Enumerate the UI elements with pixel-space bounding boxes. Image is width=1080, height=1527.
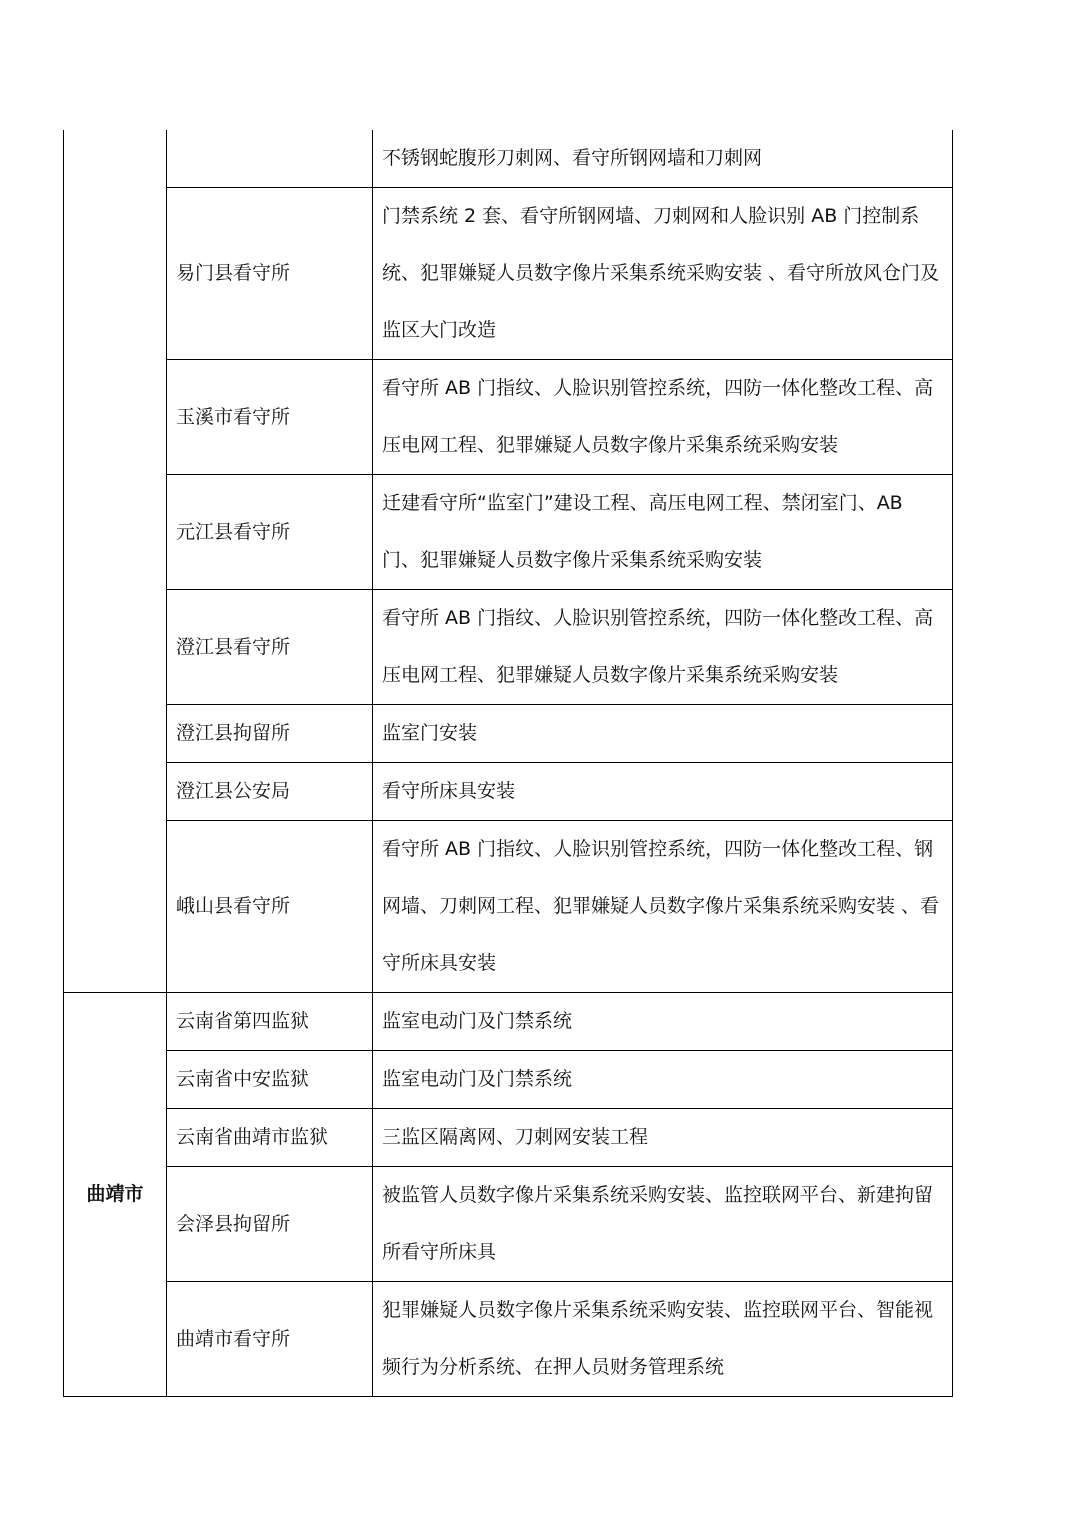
table-row (64, 993, 953, 1051)
table-row (64, 475, 953, 590)
city-cell: 曲靖市 (64, 993, 167, 1397)
project-cell: 监室电动门及门禁系统 (373, 993, 953, 1051)
table-row (64, 188, 953, 360)
table-body (64, 130, 953, 1397)
project-cell: 三监区隔离网、刀刺网安装工程 (373, 1109, 953, 1167)
table-row (64, 763, 953, 821)
table-row (64, 1051, 953, 1109)
unit-cell: 澄江县看守所 (167, 590, 373, 705)
unit-cell: 云南省第四监狱 (167, 993, 373, 1051)
city-cell (64, 130, 167, 993)
unit-cell: 玉溪市看守所 (167, 360, 373, 475)
unit-cell: 元江县看守所 (167, 475, 373, 590)
project-cell: 迁建看守所“监室门”建设工程、高压电网工程、禁闭室门、AB 门、犯罪嫌疑人员数字像片采集系统采购安装 (373, 475, 953, 590)
unit-cell: 云南省曲靖市监狱 (167, 1109, 373, 1167)
project-table (63, 130, 953, 1397)
project-cell: 门禁系统 2 套、看守所钢网墙、刀刺网和人脸识别 AB 门控制系统、犯罪嫌疑人员数字像片采集系统采购安装 、看守所放风仓门及监区大门改造 (373, 188, 953, 360)
table-row (64, 130, 953, 188)
table-row (64, 360, 953, 475)
unit-cell: 易门县看守所 (167, 188, 373, 360)
project-cell: 看守所床具安装 (373, 763, 953, 821)
project-cell: 不锈钢蛇腹形刀刺网、看守所钢网墙和刀刺网 (373, 130, 953, 188)
table-row (64, 1167, 953, 1282)
project-cell: 被监管人员数字像片采集系统采购安装、监控联网平台、新建拘留所看守所床具 (373, 1167, 953, 1282)
table-row (64, 821, 953, 993)
unit-cell: 澄江县公安局 (167, 763, 373, 821)
unit-cell: 会泽县拘留所 (167, 1167, 373, 1282)
unit-cell (167, 130, 373, 188)
project-cell: 看守所 AB 门指纹、人脸识别管控系统，四防一体化整改工程、高压电网工程、犯罪嫌疑人员数字像片采集系统采购安装 (373, 590, 953, 705)
project-cell: 监室电动门及门禁系统 (373, 1051, 953, 1109)
table-row (64, 1282, 953, 1397)
table-row (64, 590, 953, 705)
table-row (64, 705, 953, 763)
project-cell: 看守所 AB 门指纹、人脸识别管控系统，四防一体化整改工程、高压电网工程、犯罪嫌疑人员数字像片采集系统采购安装 (373, 360, 953, 475)
project-cell: 犯罪嫌疑人员数字像片采集系统采购安装、监控联网平台、智能视频行为分析系统、在押人员财务管理系统 (373, 1282, 953, 1397)
unit-cell: 曲靖市看守所 (167, 1282, 373, 1397)
project-cell: 监室门安装 (373, 705, 953, 763)
unit-cell: 云南省中安监狱 (167, 1051, 373, 1109)
project-cell: 看守所 AB 门指纹、人脸识别管控系统，四防一体化整改工程、钢网墙、刀刺网工程、犯罪嫌疑人员数字像片采集系统采购安装 、看守所床具安装 (373, 821, 953, 993)
unit-cell: 澄江县拘留所 (167, 705, 373, 763)
table-row (64, 1109, 953, 1167)
unit-cell: 峨山县看守所 (167, 821, 373, 993)
